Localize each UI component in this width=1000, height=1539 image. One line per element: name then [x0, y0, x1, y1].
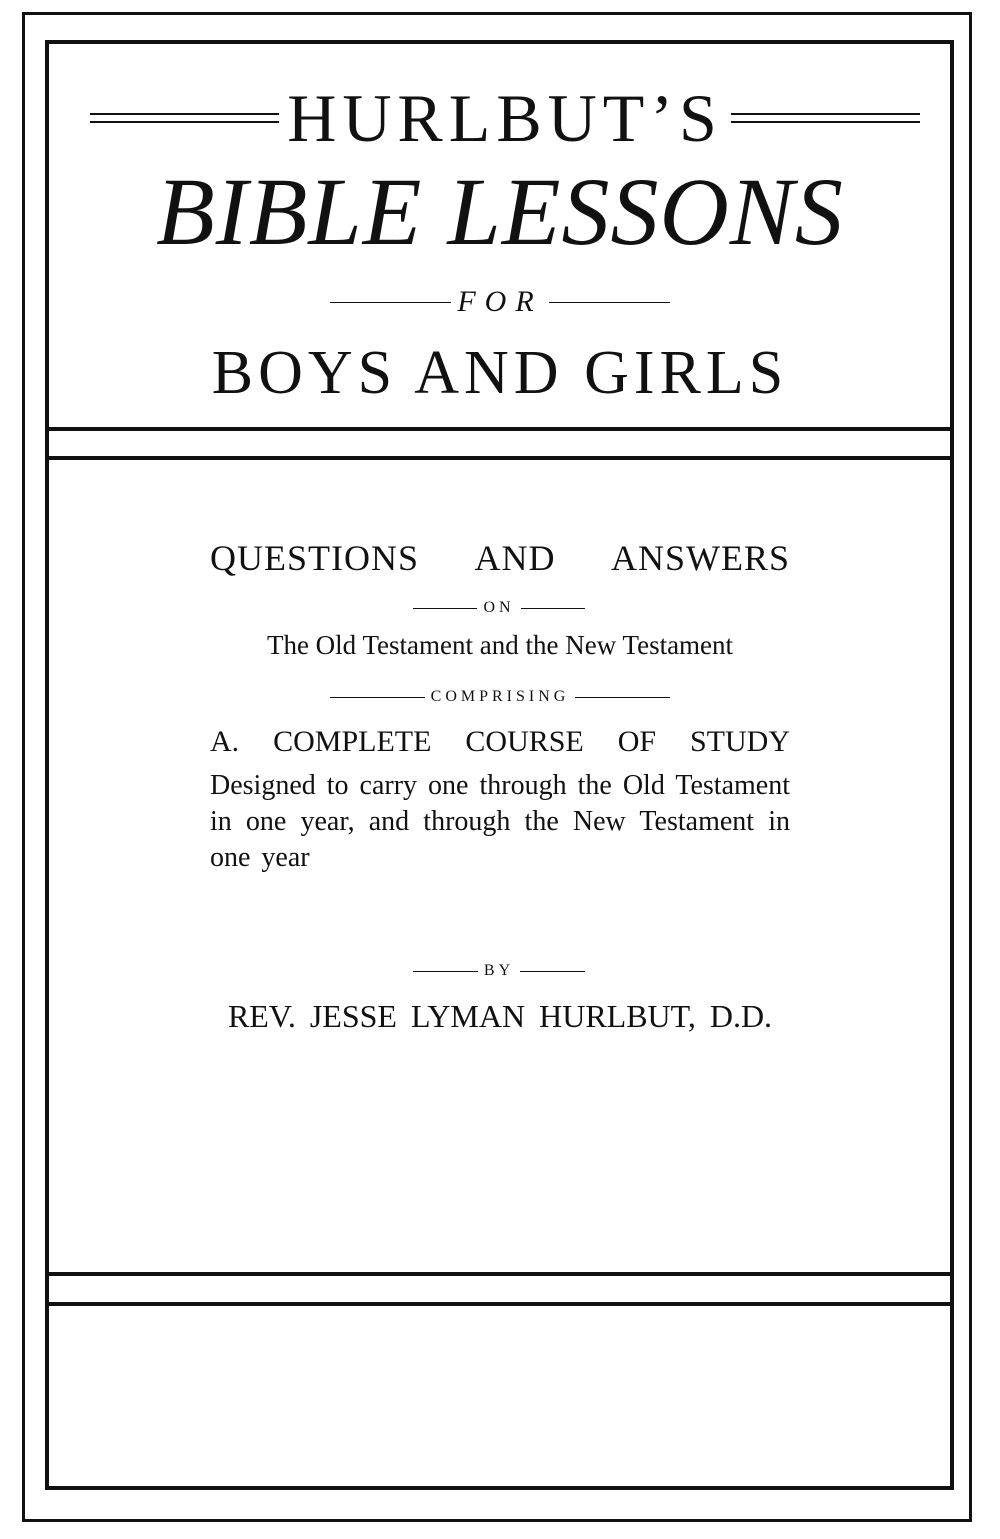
heading: QUESTIONS AND ANSWERS: [210, 538, 790, 578]
rule-right: [521, 608, 585, 609]
rule-right: [575, 697, 670, 698]
title-main-row: [90, 80, 920, 156]
rule-left: [330, 697, 425, 698]
by-label: BY: [483, 962, 515, 979]
rule-right: [549, 302, 670, 303]
author-name: REV. JESSE LYMAN HURLBUT, D.D.: [227, 998, 773, 1034]
on-label: ON: [483, 599, 515, 616]
on-separator: [413, 598, 585, 618]
rule-left: [330, 302, 451, 303]
title-series: BIBLE LESSONS: [156, 158, 844, 265]
comprising-separator: [330, 687, 670, 707]
course-title: A. COMPLETE COURSE OF STUDY: [210, 725, 790, 758]
rule-left: [413, 608, 477, 609]
by-separator: [413, 961, 585, 981]
double-rule-left: [90, 113, 279, 123]
for-separator: [330, 287, 670, 317]
description: Designed to carry one through the Old Testament in one year, and through the New Testament in one year: [210, 770, 790, 873]
rule-left: [413, 971, 478, 972]
rule-body-bottom: [45, 1272, 954, 1276]
rule-body-top: [45, 456, 954, 460]
rule-right: [520, 971, 585, 972]
double-rule-right: [731, 113, 920, 123]
title-main: HURLBUT’S: [287, 80, 723, 156]
title-audience: BOYS AND GIRLS: [211, 339, 789, 407]
subject-line: The Old Testament and the New Testament: [266, 630, 734, 660]
rule-title-bottom: [45, 427, 954, 431]
title-connector: FOR: [457, 285, 543, 318]
comprising-label: COMPRISING: [430, 688, 570, 705]
rule-footer-top: [45, 1302, 954, 1306]
